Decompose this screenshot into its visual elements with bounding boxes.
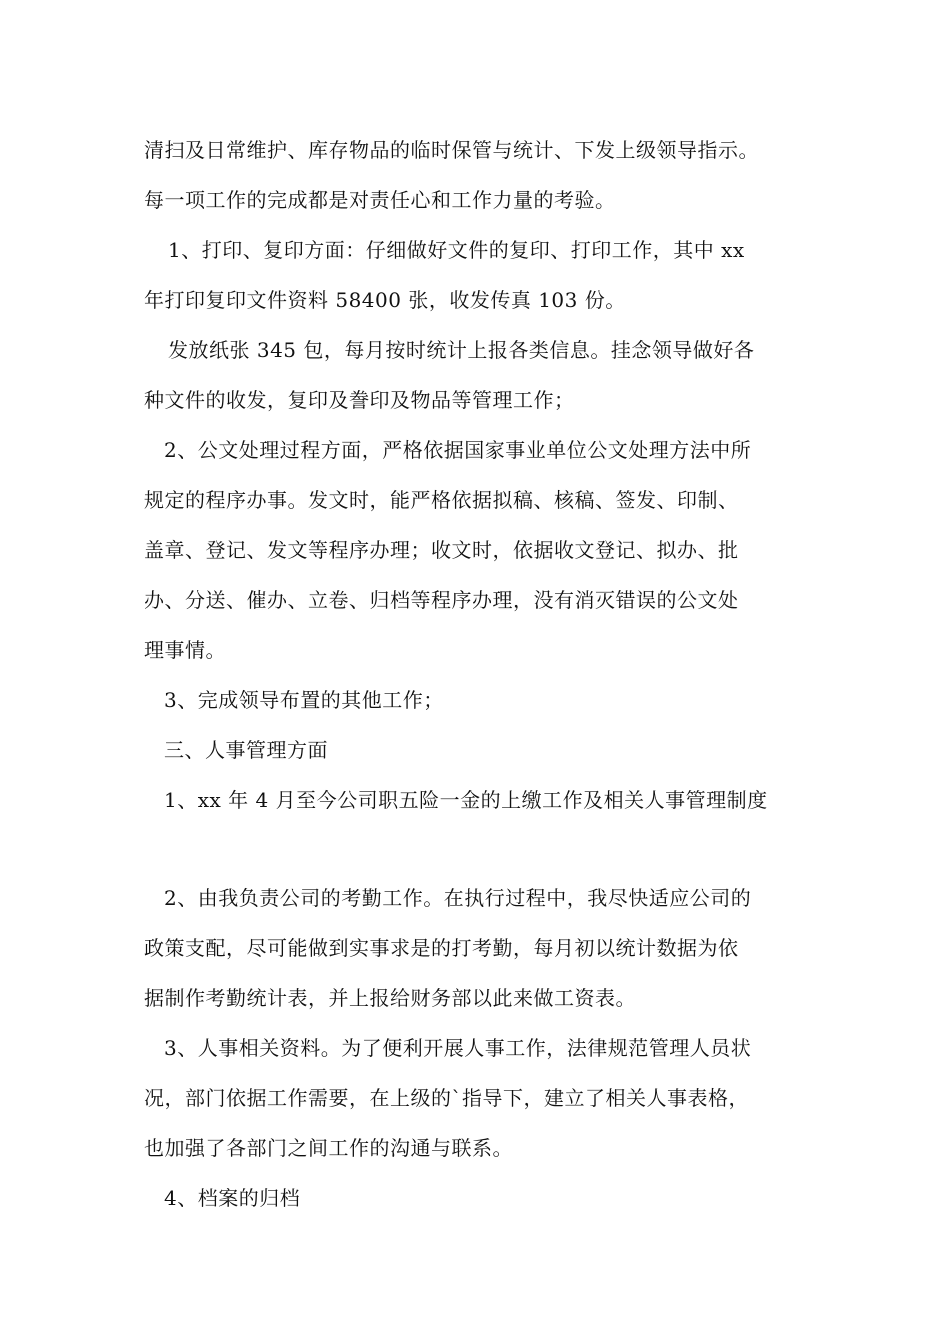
text-line: 清扫及日常维护、库存物品的临时保管与统计、下发上级领导指示。 [144, 138, 759, 162]
text-line: 据制作考勤统计表，并上报给财务部以此来做工资表。 [144, 986, 636, 1010]
text-line: 发放纸张 345 包，每月按时统计上报各类信息。挂念领导做好各 [168, 338, 755, 362]
text-line: 年打印复印文件资料 58400 张，收发传真 103 份。 [144, 288, 626, 312]
text-line: 1、打印、复印方面：仔细做好文件的复印、打印工作，其中 xx [168, 238, 745, 262]
text-line: 2、由我负责公司的考勤工作。在执行过程中，我尽快适应公司的 [164, 886, 752, 910]
text-line: 况，部门依据工作需要，在上级的`指导下，建立了相关人事表格， [144, 1086, 749, 1110]
text-line: 盖章、登记、发文等程序办理；收文时，依据收文登记、拟办、批 [144, 538, 739, 562]
text-line: 办、分送、催办、立卷、归档等程序办理，没有消灭错误的公文处 [144, 588, 739, 612]
text-line: 规定的程序办事。发文时，能严格依据拟稿、核稿、签发、印制、 [144, 488, 739, 512]
text-line: 也加强了各部门之间工作的沟通与联系。 [144, 1136, 513, 1160]
text-line: 2、公文处理过程方面，严格依据国家事业单位公文处理方法中所 [164, 438, 752, 462]
text-line: 每一项工作的完成都是对责任心和工作力量的考验。 [144, 188, 616, 212]
text-line: 3、人事相关资料。为了便利开展人事工作，法律规范管理人员状 [164, 1036, 752, 1060]
text-line: 政策支配，尽可能做到实事求是的打考勤，每月初以统计数据为依 [144, 936, 739, 960]
text-line: 1、xx 年 4 月至今公司职五险一金的上缴工作及相关人事管理制度 [164, 788, 768, 812]
text-line: 种文件的收发，复印及誊印及物品等管理工作； [144, 388, 575, 412]
text-line: 3、完成领导布置的其他工作； [164, 688, 444, 712]
text-line: 理事情。 [144, 638, 226, 662]
section-heading: 三、人事管理方面 [164, 738, 328, 762]
text-line: 4、档案的归档 [164, 1186, 301, 1210]
